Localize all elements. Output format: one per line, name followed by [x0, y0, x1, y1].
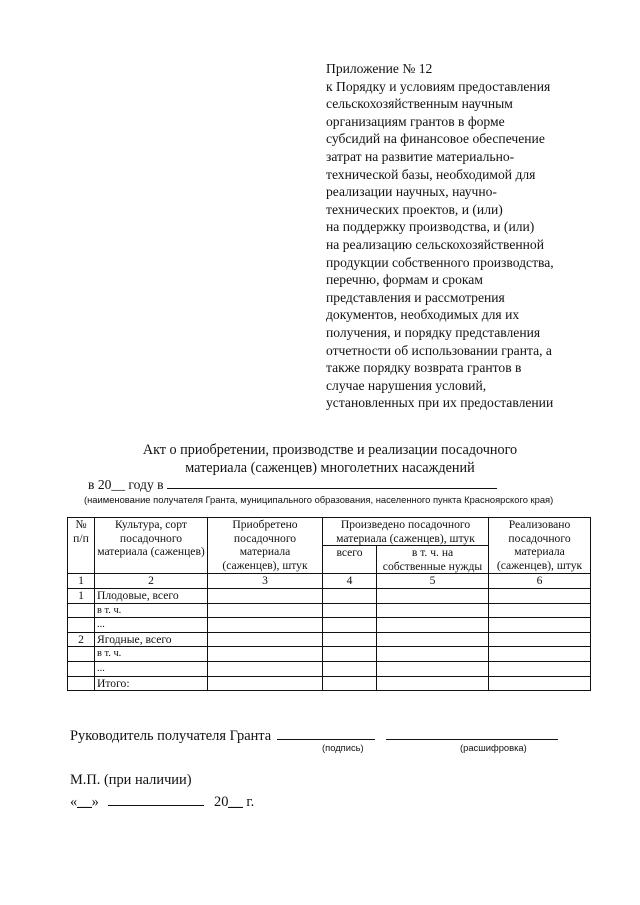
row-num: [68, 603, 95, 618]
cell-produced-own[interactable]: [377, 632, 489, 647]
row-num: [68, 647, 95, 662]
cell-produced-own[interactable]: [377, 661, 489, 676]
appendix-line: реализации научных, научно-: [326, 184, 497, 200]
appendix-line: получения, и порядку представления: [326, 324, 541, 340]
decode-note: (расшифровка): [460, 742, 527, 753]
table-row: [68, 618, 591, 633]
row-name: в т. ч.: [95, 647, 208, 662]
cell-produced-own[interactable]: [377, 676, 489, 691]
row-num: 1: [68, 588, 95, 603]
header-sold: Реализовано посадочного материала (саженцев), штук: [489, 518, 591, 574]
cell-sold[interactable]: [489, 618, 591, 633]
table-row: [68, 647, 591, 662]
date-year-field[interactable]: __: [228, 794, 243, 810]
cell-acquired[interactable]: [208, 647, 323, 662]
signature-decode-field[interactable]: [386, 726, 558, 740]
column-number-row: [68, 574, 591, 589]
signature-field[interactable]: [277, 726, 375, 740]
row-name: ...: [95, 618, 208, 633]
appendix-line: к Порядку и условиям предоставления: [326, 78, 551, 94]
date-line: [70, 792, 254, 811]
document-title: [100, 441, 560, 477]
cell-produced-total[interactable]: [323, 647, 377, 662]
title-line-1: Акт о приобретении, производстве и реализации посадочного: [142, 442, 518, 458]
appendix-line: субсидий на финансовое обеспечение: [326, 131, 545, 147]
appendix-line: установленных при их предоставлении: [326, 395, 554, 411]
table-row: [68, 632, 591, 647]
appendix-line: затрат на развитие материально-: [326, 148, 515, 164]
cell-acquired[interactable]: [208, 632, 323, 647]
column-number: 6: [489, 574, 591, 589]
date-quote-open: «: [70, 794, 78, 810]
cell-produced-total[interactable]: [323, 676, 377, 691]
header-produced-own: в т. ч. на собственные нужды: [377, 546, 489, 574]
appendix-line: перечню, формам и срокам: [326, 272, 483, 288]
date-month-field[interactable]: [108, 792, 204, 806]
appendix-line: технической базы, необходимой для: [326, 166, 536, 182]
recipient-name-note: (наименование получателя Гранта, муниципального образования, населенного пункта Красноярского края): [84, 494, 554, 505]
signature-note: (подпись): [322, 742, 364, 753]
table-row: [68, 603, 591, 618]
column-number: 4: [323, 574, 377, 589]
column-number: 1: [68, 574, 95, 589]
cell-acquired[interactable]: [208, 661, 323, 676]
column-number: 5: [377, 574, 489, 589]
appendix-line: представления и рассмотрения: [326, 289, 505, 305]
title-line-2: материала (саженцев) многолетних насаждений: [185, 460, 475, 476]
table-row-total: [68, 676, 591, 691]
cell-produced-own[interactable]: [377, 647, 489, 662]
cell-sold[interactable]: [489, 661, 591, 676]
row-num: [68, 676, 95, 691]
appendix-line: продукции собственного производства,: [326, 254, 554, 270]
appendix-line: Приложение № 12: [326, 61, 433, 76]
table-row: [68, 661, 591, 676]
year-prefix: в 20__ году в: [88, 477, 164, 492]
appendix-line: документов, необходимых для их: [326, 307, 520, 323]
row-num: [68, 618, 95, 633]
table-row: [68, 588, 591, 603]
cell-sold[interactable]: [489, 676, 591, 691]
row-name: Итого:: [95, 676, 208, 691]
row-name: Плодовые, всего: [95, 588, 208, 603]
cell-produced-own[interactable]: [377, 603, 489, 618]
date-quote-close: »: [91, 794, 99, 810]
header-num: № п/п: [68, 518, 95, 574]
header-culture: Культура, сорт посадочного материала (саженцев): [95, 518, 208, 574]
appendix-line: организациям грантов в форме: [326, 113, 505, 129]
appendix-line: на реализацию сельскохозяйственной: [326, 236, 544, 252]
cell-sold[interactable]: [489, 647, 591, 662]
cell-sold[interactable]: [489, 603, 591, 618]
header-acquired: Приобретено посадочного материала (саженцев), штук: [208, 518, 323, 574]
date-day-field[interactable]: __: [77, 794, 92, 810]
header-produced-total: всего: [323, 546, 377, 574]
column-number: 3: [208, 574, 323, 589]
date-year-prefix: 20: [214, 794, 229, 810]
row-name: в т. ч.: [95, 603, 208, 618]
column-number: 2: [95, 574, 208, 589]
recipient-name-field[interactable]: [167, 476, 497, 489]
appendix-line: технических проектов, и (или): [326, 201, 503, 217]
cell-produced-own[interactable]: [377, 618, 489, 633]
header-produced: Произведено посадочного материала (саженцев), штук: [323, 518, 489, 546]
appendix-line: отчетности об использовании гранта, а: [326, 342, 552, 358]
year-line: [88, 476, 497, 493]
row-name: Ягодные, всего: [95, 632, 208, 647]
appendix-line: также порядку возврата грантов в: [326, 360, 522, 376]
date-suffix: г.: [246, 794, 255, 810]
cell-acquired[interactable]: [208, 603, 323, 618]
table-header-row: [68, 518, 591, 546]
cell-produced-total[interactable]: [323, 618, 377, 633]
report-table: [67, 517, 591, 691]
cell-sold[interactable]: [489, 632, 591, 647]
appendix-line: на поддержку производства, и (или): [326, 219, 535, 235]
signature-label: Руководитель получателя Гранта: [70, 728, 272, 744]
stamp-place: М.П. (при наличии): [70, 772, 192, 788]
cell-acquired[interactable]: [208, 618, 323, 633]
appendix-block: [326, 60, 626, 412]
cell-produced-total[interactable]: [323, 603, 377, 618]
cell-acquired[interactable]: [208, 588, 323, 603]
cell-sold[interactable]: [489, 588, 591, 603]
row-name: ...: [95, 661, 208, 676]
appendix-line: случае нарушения условий,: [326, 377, 487, 393]
cell-acquired[interactable]: [208, 676, 323, 691]
cell-produced-total[interactable]: [323, 588, 377, 603]
cell-produced-total[interactable]: [323, 661, 377, 676]
cell-produced-total[interactable]: [323, 632, 377, 647]
row-num: [68, 661, 95, 676]
cell-produced-own[interactable]: [377, 588, 489, 603]
appendix-line: сельскохозяйственным научным: [326, 96, 513, 112]
row-num: 2: [68, 632, 95, 647]
